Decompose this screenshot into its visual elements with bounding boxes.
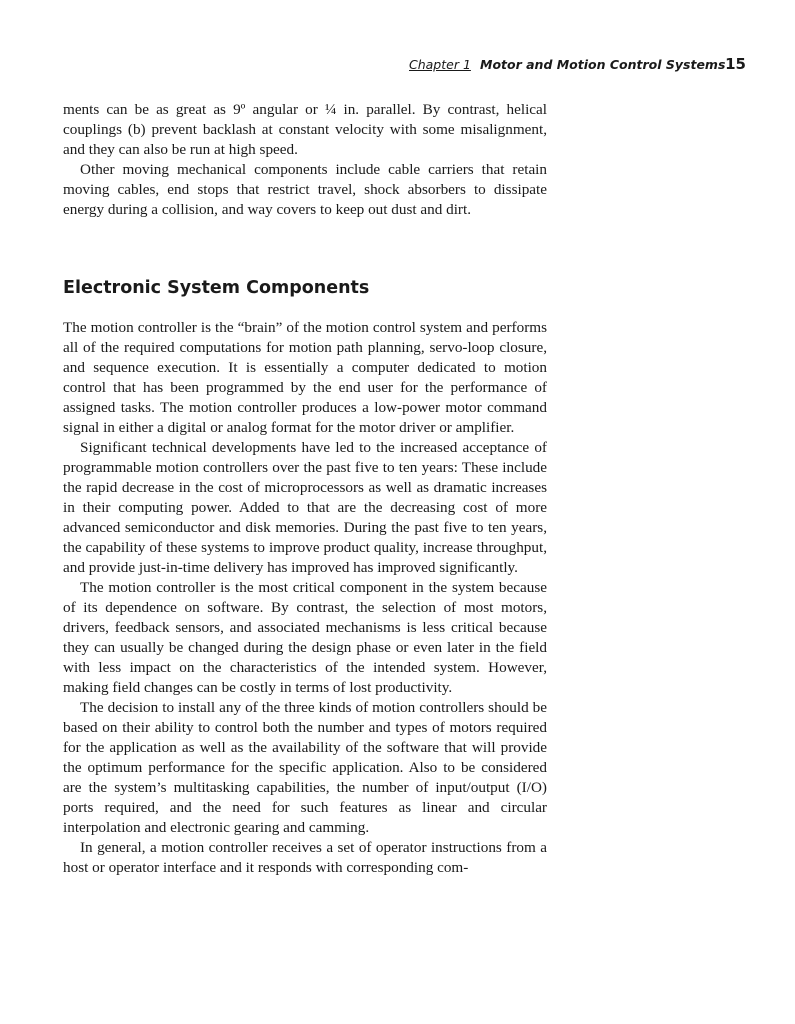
section-body [63,318,547,878]
paragraph: The decision to install any of the three kinds of motion controllers should be based on their ability to control both the number and types of motors required for the application as well as the availability of the software that will provide the optimum performance for the specific application. Also to be considered are the system’s multitasking capabilities, the number of input/output (I/O) ports required, and the need for such features as linear and circular interpolation and electronic gearing and camming. [63,699,547,836]
running-head-chapter: Chapter 1 [409,57,471,72]
paragraph: ments can be as great as 9º angular or ¼ in. parallel. By contrast, helical couplings (b) prevent backlash at constant velocity with some misalignment, and they can also be run at high speed. [63,101,547,158]
paragraph: The motion controller is the most critical component in the system because of its dependence on software. By contrast, the selection of most motors, drivers, feedback sensors, and associated mechanisms is less critical because they can usually be changed during the design phase or even later in the field with less impact on the characteristics of the intended system. However, making field changes can be costly in terms of lost productivity. [63,579,547,696]
section-heading: Electronic System Components [63,278,370,298]
paragraph: Significant technical developments have led to the increased acceptance of programmable motion controllers over the past five to ten years: These include the rapid decrease in the cost of microprocessors as well as dramatic increases in their computing power. Added to that are the decreasing cost of more advanced semiconductor and disk memories. During the past five to ten years, the capability of these systems to improve product quality, increase throughput, and provide just-in-time delivery has improved has improved significantly. [63,439,547,576]
page-number: 15 [725,55,746,73]
paragraph: Other moving mechanical components include cable carriers that retain moving cables, end stops that restrict travel, shock absorbers to dissipate energy during a collision, and way covers to keep out dust and dirt. [63,161,547,218]
running-head [62,55,746,75]
paragraph: In general, a motion controller receives a set of operator instructions from a host or operator interface and it responds with corresponding com- [63,839,547,876]
intro-text [63,100,547,220]
paragraph: The motion controller is the “brain” of the motion control system and performs all of the required computations for motion path planning, servo-loop closure, and sequence execution. It is essentially a computer dedicated to motion control that has been programmed by the end user for the performance of assigned tasks. The motion controller produces a low-power motor command signal in either a digital or analog format for the motor driver or amplifier. [63,319,547,436]
running-head-title: Motor and Motion Control Systems [480,57,726,72]
